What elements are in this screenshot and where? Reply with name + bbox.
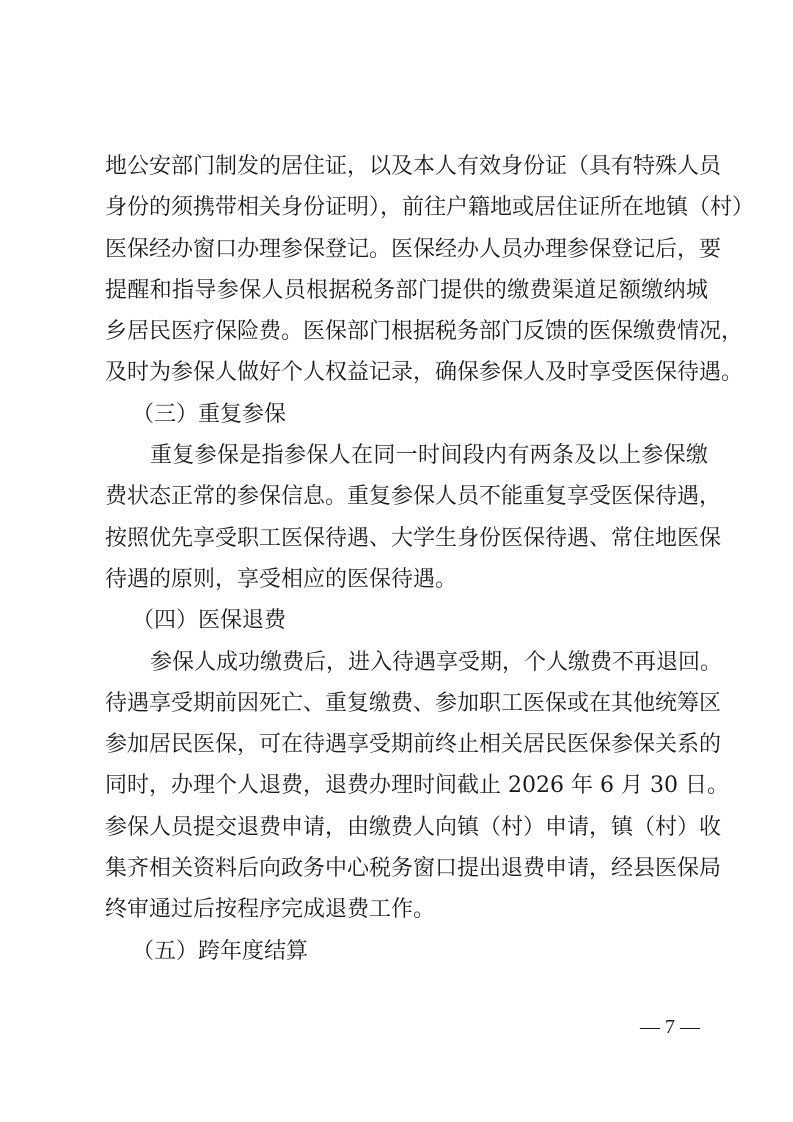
section-heading: （四）医保退费 (132, 608, 287, 634)
text-line: 提醒和指导参保人员根据税务部门提供的缴费渠道足额缴纳城 (105, 277, 708, 303)
text-line: 同时，办理个人退费，退费办理时间截止 2026 年 6 月 30 日。 (105, 773, 729, 799)
section-heading: （五）跨年度结算 (132, 938, 309, 964)
text-line: 按照优先享受职工医保待遇、大学生身份医保待遇、常住地医保 (105, 525, 722, 551)
text-line: 终审通过后按程序完成退费工作。 (105, 897, 436, 923)
text-line: 集齐相关资料后向政务中心税务窗口提出退费申请，经县医保局 (105, 856, 722, 882)
text-line: 医保经办窗口办理参保登记。医保经办人员办理参保登记后，要 (105, 236, 722, 262)
text-line: 待遇的原则，享受相应的医保待遇。 (105, 566, 458, 592)
text-line: 乡居民医疗保险费。医保部门根据税务部门反馈的医保缴费情况， (105, 319, 744, 345)
text-line: 参保人员提交退费申请，由缴费人向镇（村）申请，镇（村）收 (105, 814, 722, 840)
text-line: 及时为参保人做好个人权益记录，确保参保人及时享受医保待遇。 (105, 360, 744, 386)
text-line: 待遇享受期前因死亡、重复缴费、参加职工医保或在其他统筹区 (105, 690, 722, 716)
text-line: 身份的须携带相关身份证明），前往户籍地或居住证所在地镇（村） (105, 195, 755, 221)
text-line: 参保人成功缴费后，进入待遇享受期，个人缴费不再退回。 (150, 649, 723, 675)
document-body (105, 146, 755, 972)
text-line: 重复参保是指参保人在同一时间段内有两条及以上参保缴 (150, 443, 708, 469)
text-line: 费状态正常的参保信息。重复参保人员不能重复享受医保待遇， (105, 484, 722, 510)
text-line: 参加居民医保，可在待遇享受期前终止相关居民医保参保关系的 (105, 732, 722, 758)
text-line: 地公安部门制发的居住证，以及本人有效身份证（具有特殊人员 (105, 154, 722, 179)
page-number: — 7 — (640, 1016, 700, 1038)
section-heading: （三）重复参保 (132, 401, 287, 427)
